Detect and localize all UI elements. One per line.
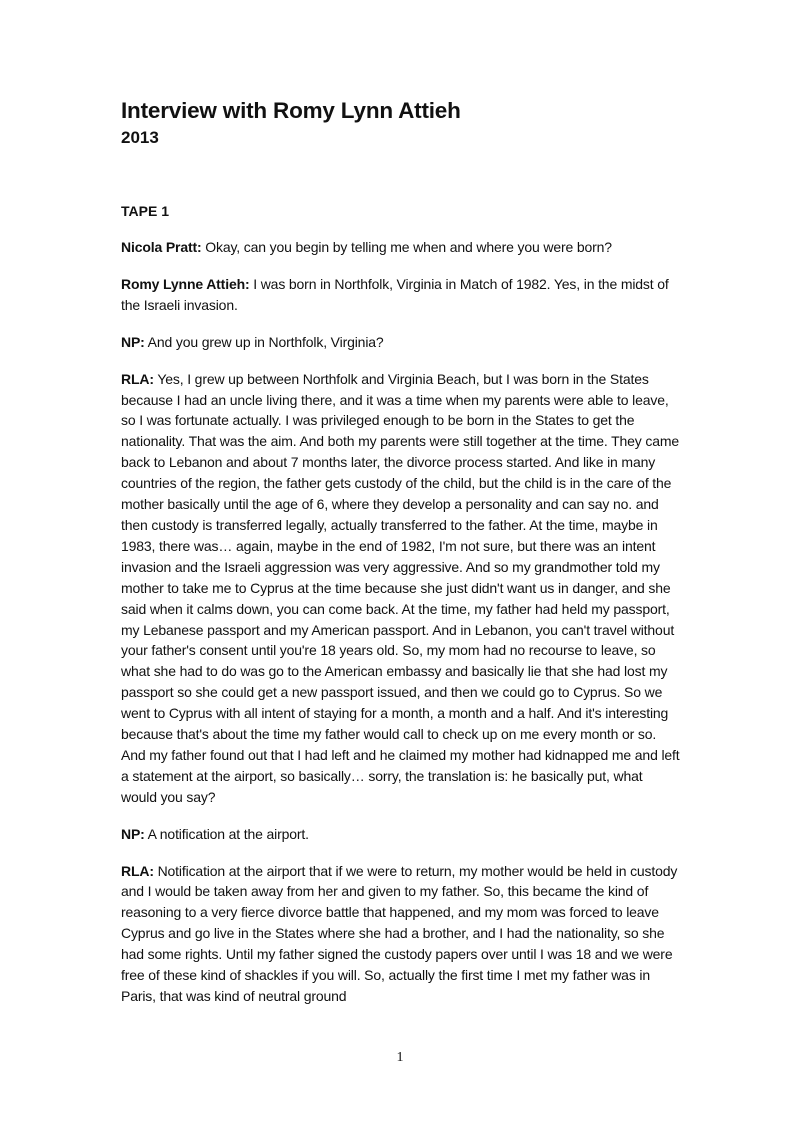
paragraph-text: Okay, can you begin by telling me when and where you were born? [201, 239, 612, 255]
paragraph-text: And you grew up in Northfolk, Virginia? [144, 333, 384, 350]
transcript-paragraph [121, 332, 681, 353]
paragraph-text: Yes, I grew up between Northfolk and Virginia Beach, but I was born in the States because I had an uncle living there, and it was a time when my parents were able to leave, so I was fortunate actually. I was privileged enough to be born in the States to get the nationality. That was the aim. And both my parents were still together at the time. They came back to Lebanon and about 7 months later, the divorce process started. And like in many countries of the region, the father gets custody of the child, but the child is in the care of the mother basically until the age of 6, where they develop a personality and can say no. and then custody is transferred legally, actually transferred to the father. At the time, maybe in 1983, there was… again, maybe in the end of 1982, I'm not sure, but there was an intent invasion and the Israeli aggression was very aggressive. And so my grandmother told my mother to take me to Cyprus at the time because she just didn't want us in danger, and she said when it calms down, you can come back. At the time, my father had held my passport, my Lebanese passport and my American passport. And in Lebanon, you can't travel without your father's consent until you're 18 years old. So, my mom had no recourse to leave, so what she had to do was go to the American embassy and basically lie that she had lost my passport so she could get a new passport issued, and then we could go to Cyprus. So we went to Cyprus with all intent of staying for a month, a month and a half. And it's interesting because that's about the time my father would call to check up on me every month or so. And my father found out that I had left and he claimed my mother had kidnapped me and left a statement at the airport, so basically… sorry, the translation is: he basically put, what would you say? [121, 370, 680, 805]
speaker-label: NP: [121, 333, 145, 350]
speaker-label: RLA: [121, 862, 154, 879]
transcript-paragraph [121, 274, 681, 316]
transcript-paragraph [121, 369, 681, 808]
document-year: 2013 [121, 128, 159, 147]
paragraph-text: A notification at the airport. [144, 825, 309, 842]
transcript-paragraph [121, 237, 681, 258]
page-number: 1 [396, 1050, 404, 1065]
transcript-paragraph [121, 861, 681, 1007]
speaker-label: Nicola Pratt: [121, 239, 202, 255]
speaker-label: Romy Lynne Attieh: [121, 275, 250, 292]
speaker-label: RLA: [121, 370, 154, 387]
paragraph-text: Notification at the airport that if we were to return, my mother would be held in custody and I would be taken away from her and given to my father. So, this became the kind of reasoning to a very fierce divorce battle that happened, and my mom was forced to leave Cyprus and go live in the States where she had a brother, and I had the nationality, so she had some rights. Until my father signed the custody papers over until I was 18 and we were free of these kind of shackles if you will. So, actually the first time I met my father was in Paris, that was kind of neutral ground [121, 862, 678, 1004]
paragraph-text: I was born in Northfolk, Virginia in Match of 1982. Yes, in the midst of the Israeli invasion. [121, 275, 669, 313]
document-title: Interview with Romy Lynn Attieh [121, 98, 461, 123]
document-page [121, 96, 681, 1007]
speaker-label: NP: [121, 825, 145, 842]
tape-heading: TAPE 1 [121, 203, 169, 219]
transcript-paragraph [121, 824, 681, 845]
